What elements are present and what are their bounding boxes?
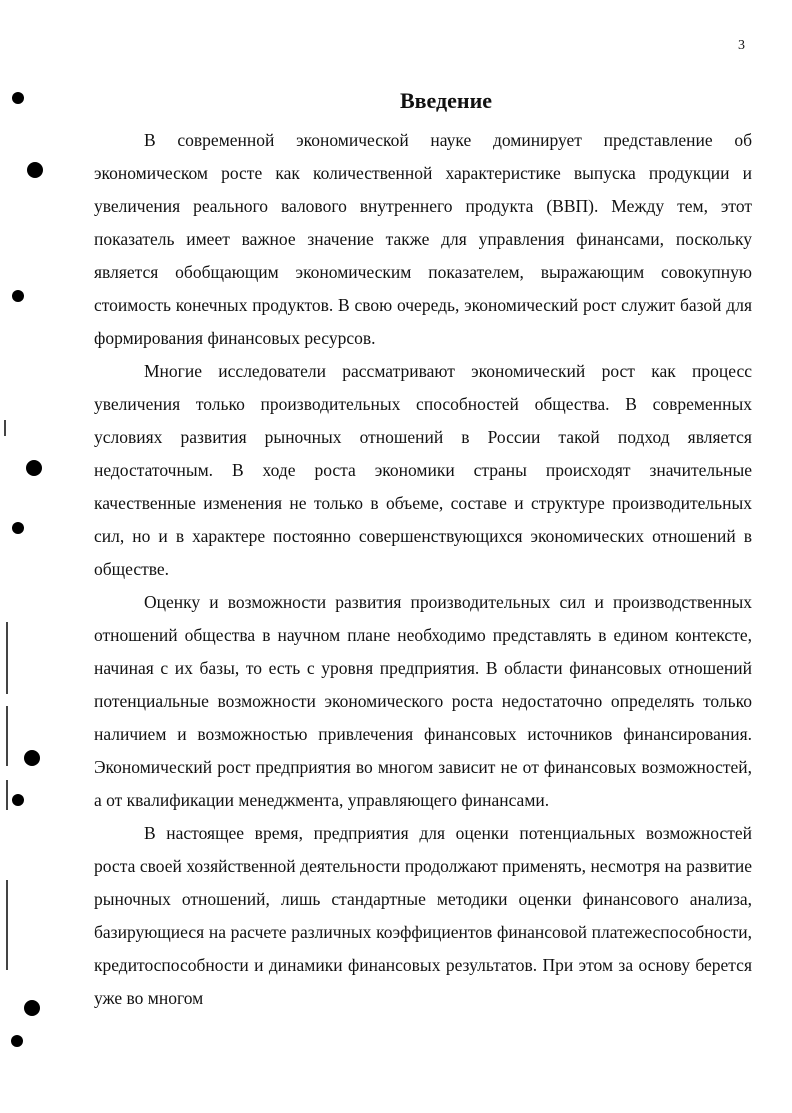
- binder-hole: [24, 750, 40, 766]
- paragraph: Многие исследователи рассматривают экономический рост как процесс увеличения только производительных способностей общества. В современных условиях развития рыночных отношений в России такой подход является недостаточным. В ходе роста экономики страны происходят значительные качественные изменения не только в объеме, составе и структуре производительных сил, но и в характере постоянно совершенствующихся экономических отношений в обществе.: [94, 361, 752, 579]
- section-title: Введение: [399, 88, 493, 113]
- margin-scan-line: [6, 622, 8, 694]
- binder-hole: [11, 1035, 23, 1047]
- binder-hole: [27, 162, 43, 178]
- body-text: [94, 124, 752, 1015]
- margin-scan-line: [4, 420, 6, 436]
- paragraph: В настоящее время, предприятия для оценки потенциальных возможностей роста своей хозяйственной деятельности продолжают применять, несмотря на развитие рыночных отношений, лишь стандартные методики оценки финансового анализа, базирующиеся на расчете различных коэффициентов финансовой платежеспособности, кредитоспособности и динамики финансовых результатов. При этом за основу берется уже во многом: [94, 823, 752, 1008]
- margin-scan-line: [6, 706, 8, 766]
- binder-hole: [12, 290, 24, 302]
- binder-hole: [24, 1000, 40, 1016]
- margin-scan-line: [6, 880, 8, 970]
- binder-hole: [26, 460, 42, 476]
- paragraph: В современной экономической науке доминирует представление об экономическом росте как количественной характеристике выпуска продукции и увеличения реального валового внутреннего продукта (ВВП). Между тем, этот показатель имеет важное значение также для управления финансами, поскольку является обобщающим экономическим показателем, выражающим совокупную стоимость конечных продуктов. В свою очередь, экономический рост служит базой для формирования финансовых ресурсов.: [94, 130, 752, 348]
- margin-scan-line: [6, 780, 8, 810]
- binder-hole: [12, 794, 24, 806]
- paragraph: Оценку и возможности развития производительных сил и производственных отношений общества в научном плане необходимо представлять в едином контексте, начиная с их базы, то есть с уровня предприятия. В области финансовых отношений потенциальные возможности экономического роста недостаточно определять только наличием и возможностью привлечения финансовых источников финансирования. Экономический рост предприятия во многом зависит не от финансовых возможностей, а от квалификации менеджмента, управляющего финансами.: [94, 592, 752, 810]
- page-number: 3: [738, 38, 745, 53]
- binder-hole: [12, 522, 24, 534]
